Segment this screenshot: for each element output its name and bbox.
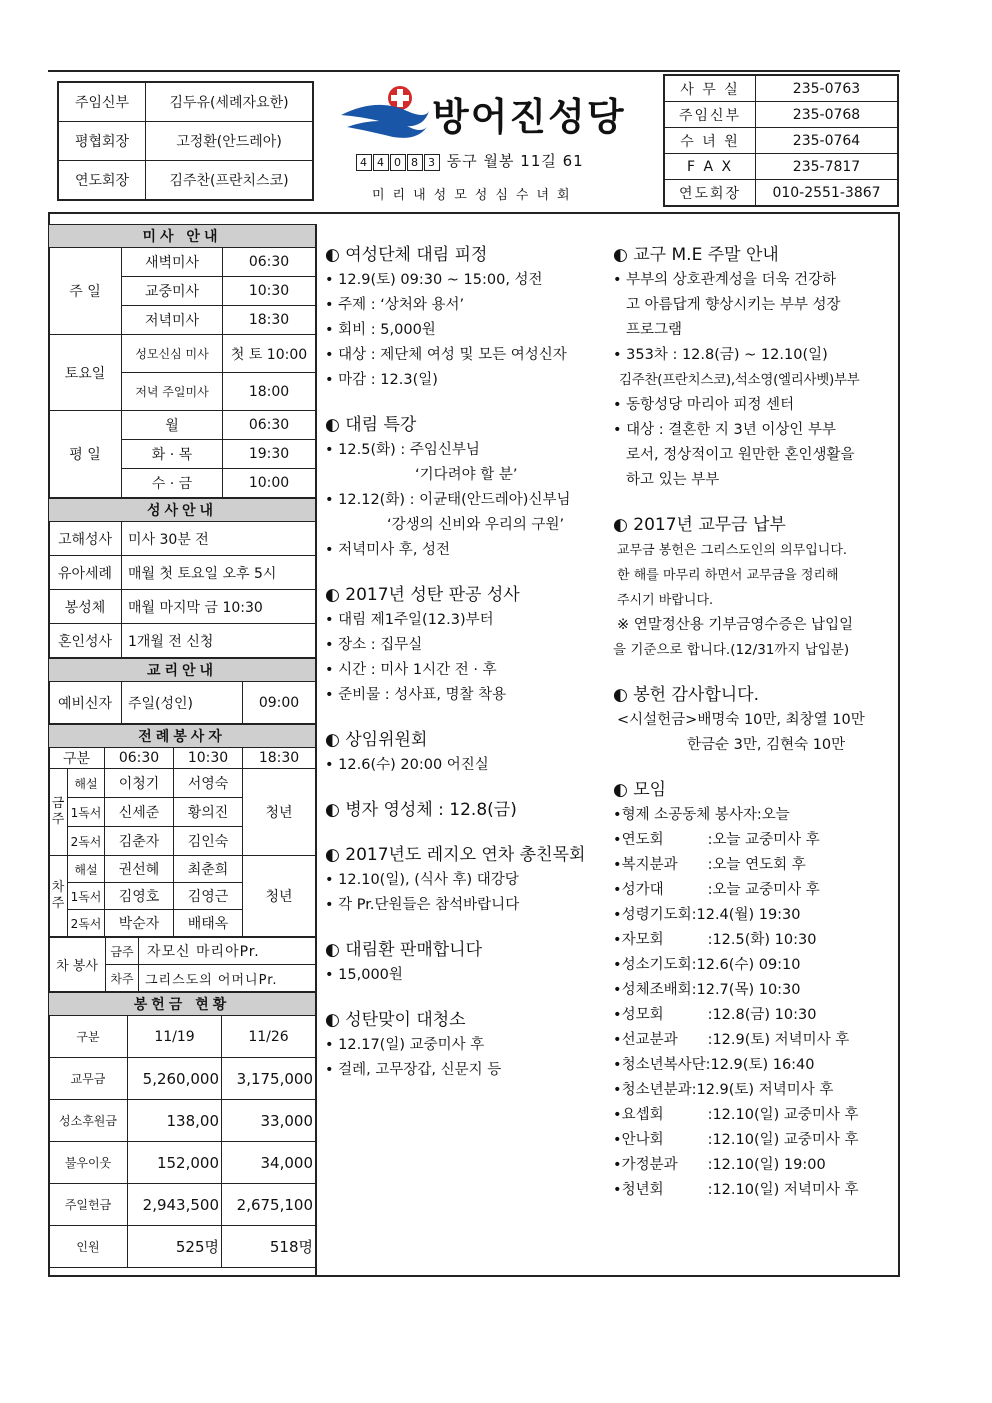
sunday-label: 주 일: [49, 248, 122, 335]
postal-digit: 0: [390, 154, 406, 171]
server-name: 황의진: [174, 798, 243, 827]
left-sidebar: [48, 224, 316, 1268]
meeting-sep: :: [707, 1132, 713, 1148]
right-column: [613, 243, 893, 1203]
postal-digit: 8: [407, 154, 423, 171]
contact-value: 235-7817: [756, 154, 899, 180]
section-heading: ◐ 성탄맞이 대청소: [325, 1010, 466, 1030]
paragraph-line: <시설헌금>배명숙 10만, 최창열 10만: [617, 712, 865, 728]
clergy-table: [57, 81, 314, 201]
meeting-sep: :: [707, 1007, 713, 1023]
list-item: • 대상 : 결혼한 지 3년 이상인 부부: [613, 422, 837, 438]
meeting-name: 청소년복사단: [621, 1057, 706, 1073]
paragraph-line: 한 해를 마무리 하면서 교무금을 정리해: [617, 568, 839, 583]
mass-name: 성모신심 미사: [122, 335, 223, 373]
offering-label: 인원: [49, 1226, 128, 1268]
meeting-item: [613, 1053, 893, 1078]
section-heading: ◐ 모임: [613, 780, 667, 800]
bullet: •: [613, 1107, 622, 1123]
paragraph-line: ※ 연말정산용 기부금영수증은 납입일: [617, 617, 854, 633]
contact-value: 235-0764: [756, 128, 899, 154]
servers-head: 10:30: [174, 748, 243, 769]
bullet: •: [613, 1132, 622, 1148]
list-item: • 장소 : 집무실: [325, 637, 423, 653]
server-name: 권선혜: [105, 856, 174, 883]
mass-day: 수 · 금: [122, 469, 223, 498]
offering-value: 34,000: [222, 1142, 316, 1184]
sacrament-value: 미사 30분 전: [122, 522, 316, 556]
list-item: • 12.6(수) 20:00 어진실: [325, 757, 489, 773]
list-item: • 12.5(화) : 주임신부님: [325, 442, 480, 458]
mass-name: 저녁 주일미사: [122, 373, 223, 411]
top-rule: [48, 70, 900, 72]
offering-value: 525명: [128, 1226, 222, 1268]
section-heading: ◐ 여성단체 대림 피정: [325, 245, 488, 265]
server-name: 서영숙: [174, 769, 243, 798]
list-item: • 회비 : 5,000원: [325, 322, 436, 338]
bullet: •: [613, 1057, 622, 1073]
mass-time: 첫 토 10:00: [223, 335, 316, 373]
offering-value: 3,175,000: [222, 1058, 316, 1100]
mass-time: 06:30: [223, 248, 316, 277]
contact-label: 연도회장: [664, 180, 756, 207]
meeting-name: 성령기도회: [621, 907, 692, 923]
meeting-sep: :: [707, 857, 713, 873]
meeting-item: [613, 1003, 893, 1028]
offering-head: 11/26: [222, 1016, 316, 1058]
mass-name: 저녁미사: [122, 306, 223, 335]
bullet: •: [613, 957, 622, 973]
list-item: • 대상 : 제단체 여성 및 모든 여성신자: [325, 347, 567, 363]
sacrament-label: 혼인성사: [49, 624, 122, 658]
server-role: 해설: [68, 769, 105, 798]
offering-value: 5,260,000: [128, 1058, 222, 1100]
server-name: 이청기: [105, 769, 174, 798]
meeting-time: 12.10(일) 교중미사 후: [712, 1132, 859, 1148]
clergy-value: 김주찬(프란치스코): [146, 161, 314, 201]
contact-label: F A X: [664, 154, 756, 180]
meeting-item: [613, 1028, 893, 1053]
weekday-label: 평 일: [49, 411, 122, 498]
list-item: • 12.17(일) 교중미사 후: [325, 1037, 485, 1053]
meeting-sep: :: [707, 1157, 713, 1173]
server-role: 2독서: [68, 827, 105, 856]
bullet: •: [613, 1032, 622, 1048]
list-item: • 12.9(토) 09:30 ~ 15:00, 성전: [325, 272, 543, 288]
meeting-item: [613, 1103, 893, 1128]
meeting-name: 요셉회: [621, 1107, 664, 1123]
mass-name: 새벽미사: [122, 248, 223, 277]
this-week-label: 금주: [49, 769, 68, 856]
meeting-sep: :: [756, 807, 762, 823]
meeting-time: 12.7(목) 10:30: [696, 982, 801, 998]
offering-head: 구분: [49, 1016, 128, 1058]
tea-label: 차 봉사: [49, 938, 106, 992]
bullet: •: [613, 1182, 622, 1198]
contact-label: 수 녀 원: [664, 128, 756, 154]
list-item: • 15,000원: [325, 967, 403, 983]
offering-value: 2,943,500: [128, 1184, 222, 1226]
mass-title: 미사 안내: [49, 225, 316, 248]
meeting-sep: :: [691, 957, 697, 973]
paragraph-line: 한금순 3만, 김현숙 10만: [687, 737, 846, 753]
server-name: 김영근: [174, 883, 243, 910]
mass-time: 18:30: [223, 306, 316, 335]
meeting-time: 12.10(일) 저녁미사 후: [712, 1182, 859, 1198]
postal-digit: 4: [356, 154, 372, 171]
section-heading: ◐ 봉헌 감사합니다.: [613, 685, 760, 705]
sacrament-value: 1개월 전 신청: [122, 624, 316, 658]
meeting-sep: :: [707, 932, 713, 948]
mass-time: 19:30: [223, 440, 316, 469]
server-name: 김춘자: [105, 827, 174, 856]
meeting-sep: :: [691, 982, 697, 998]
tea-week: 금주: [106, 938, 139, 965]
address: [356, 150, 584, 171]
meeting-name: 형제 소공동체 봉사자: [621, 807, 757, 823]
server-youth: 청년: [243, 856, 316, 937]
clergy-value: 김두유(세례자요한): [146, 82, 314, 122]
meeting-item: [613, 1128, 893, 1153]
section-heading: ◐ 2017년도 레지오 연차 총친목회: [325, 845, 586, 865]
server-role: 2독서: [68, 910, 105, 937]
meeting-time: 12.9(토) 저녁미사 후: [696, 1082, 834, 1098]
mass-day: 화 · 목: [122, 440, 223, 469]
servers-head: 구분: [49, 748, 105, 769]
meeting-name: 연도회: [621, 832, 664, 848]
bullet: •: [613, 982, 622, 998]
meeting-sep: :: [707, 832, 713, 848]
meeting-sep: :: [707, 882, 713, 898]
clergy-label: 주임신부: [58, 82, 146, 122]
list-item: • 준비물 : 성사표, 명찰 착용: [325, 687, 507, 703]
bullet: •: [613, 932, 622, 948]
meeting-time: 오늘: [761, 807, 790, 823]
meeting-time: 12.10(일) 19:00: [712, 1157, 826, 1173]
sacraments-table: [48, 498, 316, 658]
mass-time: 06:30: [223, 411, 316, 440]
meeting-item: [613, 853, 893, 878]
sacrament-value: 매월 마지막 금 10:30: [122, 590, 316, 624]
meeting-name: 성가대: [621, 882, 664, 898]
server-name: 배태옥: [174, 910, 243, 937]
section-heading: ◐ 대림환 판매합니다: [325, 940, 483, 960]
list-item: • 부부의 상호관계성을 더욱 건강하: [613, 272, 837, 288]
list-item-cont: 김주찬(프란치스코),석소영(엘리사벳)부부: [619, 372, 860, 388]
server-name: 김인숙: [174, 827, 243, 856]
list-item-cont: 하고 있는 부부: [626, 472, 720, 488]
servers-head: 18:30: [243, 748, 316, 769]
meeting-item: [613, 903, 893, 928]
meeting-time: 12.10(일) 교중미사 후: [712, 1107, 859, 1123]
offering-value: 152,000: [128, 1142, 222, 1184]
paragraph-line: 을 기준으로 합니다.(12/31까지 납입분): [613, 642, 850, 658]
meeting-name: 성소기도회: [621, 957, 692, 973]
meeting-name: 청년회: [621, 1182, 664, 1198]
meeting-item: [613, 1153, 893, 1178]
meeting-time: 오늘 연도회 후: [712, 857, 806, 873]
postal-digit: 3: [424, 154, 440, 171]
offering-label: 성소후원금: [49, 1100, 128, 1142]
offering-title: 봉헌금 현황: [49, 993, 316, 1016]
list-item-sub: ‘기다려야 할 분’: [415, 467, 518, 483]
tea-group: 자모신 마리아Pr.: [139, 938, 316, 965]
doctrine-table: [48, 658, 316, 724]
server-name: 김영호: [105, 883, 174, 910]
list-item: • 저녁미사 후, 성전: [325, 542, 451, 558]
meeting-name: 선교분과: [621, 1032, 678, 1048]
meeting-item: [613, 1078, 893, 1103]
meeting-sep: :: [707, 1032, 713, 1048]
server-name: 박순자: [105, 910, 174, 937]
doctrine-time: 09:00: [243, 682, 316, 724]
mass-time: 18:00: [223, 373, 316, 411]
meeting-item: [613, 878, 893, 903]
section-heading: ◐ 교구 M.E 주말 안내: [613, 245, 779, 265]
mass-time: 10:30: [223, 277, 316, 306]
meeting-name: 가정분과: [621, 1157, 678, 1173]
offering-label: 불우이웃: [49, 1142, 128, 1184]
bullet: •: [613, 832, 622, 848]
church-name: 방어진성당: [432, 95, 626, 139]
tea-service-table: [48, 937, 316, 992]
server-role: 1독서: [68, 798, 105, 827]
list-item-cont: 고 아름답게 향상시키는 부부 성장: [626, 297, 841, 313]
meeting-time: 12.4(월) 19:30: [696, 907, 801, 923]
server-role: 1독서: [68, 883, 105, 910]
meeting-time: 오늘 교중미사 후: [712, 882, 820, 898]
bullet: •: [613, 1157, 622, 1173]
mass-time: 10:00: [223, 469, 316, 498]
next-week-label: 차주: [49, 856, 68, 937]
doctrine-label: 예비신자: [49, 682, 122, 724]
address-text: 동구 월봉 11길 61: [446, 152, 584, 170]
meeting-item: [613, 828, 893, 853]
sacrament-label: 봉성체: [49, 590, 122, 624]
doctrine-day: 주일(성인): [122, 682, 243, 724]
offering-value: 518명: [222, 1226, 316, 1268]
meeting-name: 성체조배회: [621, 982, 692, 998]
tea-group: 그리스도의 어머니Pr.: [139, 965, 316, 992]
meeting-name: 안나회: [621, 1132, 664, 1148]
bullet: •: [613, 907, 622, 923]
paragraph-line: 주시기 바랍니다.: [617, 593, 714, 608]
meeting-list: [613, 803, 893, 1203]
sacrament-label: 유아세례: [49, 556, 122, 590]
meeting-time: 12.6(수) 09:10: [696, 957, 801, 973]
paragraph-line: 교무금 봉헌은 그리스도인의 의무입니다.: [617, 543, 848, 558]
meeting-item: [613, 928, 893, 953]
bullet: •: [613, 1007, 622, 1023]
meeting-item: [613, 803, 893, 828]
contact-label: 사 무 실: [664, 75, 756, 102]
servers-title: 전례봉사자: [49, 725, 316, 748]
bullet: •: [613, 807, 622, 823]
meeting-item: [613, 978, 893, 1003]
sacrament-label: 고해성사: [49, 522, 122, 556]
offering-value: 138,00: [128, 1100, 222, 1142]
servers-head: 06:30: [105, 748, 174, 769]
postal-digit: 4: [373, 154, 389, 171]
meeting-name: 성모회: [621, 1007, 664, 1023]
mass-name: 교중미사: [122, 277, 223, 306]
doctrine-title: 교리안내: [49, 659, 316, 682]
servers-table: [48, 724, 316, 937]
server-name: 최춘희: [174, 856, 243, 883]
meeting-sep: :: [707, 1107, 713, 1123]
offering-label: 교무금: [49, 1058, 128, 1100]
contact-value: 010-2551-3867: [756, 180, 899, 207]
server-role: 해설: [68, 856, 105, 883]
meeting-sep: :: [707, 1182, 713, 1198]
list-item: • 주제 : ‘상처와 용서’: [325, 297, 465, 313]
list-item-sub: ‘강생의 신비와 우리의 구원’: [387, 517, 565, 533]
list-item: • 걸레, 고무장갑, 신문지 등: [325, 1062, 502, 1078]
meeting-name: 복지분과: [621, 857, 678, 873]
meeting-time: 오늘 교중미사 후: [712, 832, 820, 848]
list-item-cont: 프로그램: [626, 322, 683, 338]
contact-label: 주임신부: [664, 102, 756, 128]
middle-column: [325, 243, 605, 1083]
sisters-order: 미리내성모성심수녀회: [372, 188, 578, 203]
saturday-label: 토요일: [49, 335, 122, 411]
meeting-sep: :: [705, 1057, 711, 1073]
meeting-item: [613, 953, 893, 978]
section-heading: ◐ 상임위원회: [325, 730, 428, 750]
meeting-item: [613, 1178, 893, 1203]
bullet: •: [613, 882, 622, 898]
section-heading: ◐ 2017년 성탄 판공 성사: [325, 585, 520, 605]
list-item: • 시간 : 미사 1시간 전 · 후: [325, 662, 497, 678]
list-item: • 동항성당 마리아 피정 센터: [613, 397, 795, 413]
contact-value: 235-0763: [756, 75, 899, 102]
list-item: • 12.12(화) : 이균태(안드레아)신부님: [325, 492, 571, 508]
clergy-label: 평협회장: [58, 122, 146, 161]
offering-table: [48, 992, 316, 1268]
sacrament-value: 매월 첫 토요일 오후 5시: [122, 556, 316, 590]
bullet: •: [613, 857, 622, 873]
contact-value: 235-0768: [756, 102, 899, 128]
meeting-time: 12.5(화) 10:30: [712, 932, 817, 948]
list-item-cont: 로서, 정상적이고 원만한 혼인생활을: [626, 447, 855, 463]
offering-label: 주일헌금: [49, 1184, 128, 1226]
list-item: • 마감 : 12.3(일): [325, 372, 438, 388]
meeting-time: 12.9(토) 저녁미사 후: [712, 1032, 850, 1048]
offering-value: 33,000: [222, 1100, 316, 1142]
mass-table: [48, 224, 316, 498]
list-item: • 353차 : 12.8(금) ~ 12.10(일): [613, 347, 828, 363]
bullet: •: [613, 1082, 622, 1098]
meeting-name: 청소년분과:: [621, 1082, 697, 1098]
server-name: 신세준: [105, 798, 174, 827]
server-youth: 청년: [243, 769, 316, 856]
section-heading: ◐ 대림 특강: [325, 415, 417, 435]
sacraments-title: 성사안내: [49, 499, 316, 522]
meeting-time: 12.9(토) 16:40: [710, 1057, 815, 1073]
meeting-time: 12.8(금) 10:30: [712, 1007, 817, 1023]
section-heading: ◐ 2017년 교무금 납부: [613, 515, 786, 535]
section-heading: ◐ 병자 영성체 : 12.8(금): [325, 800, 517, 820]
clergy-value: 고정환(안드레아): [146, 122, 314, 161]
offering-head: 11/19: [128, 1016, 222, 1058]
meeting-sep: :: [691, 907, 697, 923]
mass-day: 월: [122, 411, 223, 440]
offering-value: 2,675,100: [222, 1184, 316, 1226]
list-item: • 대림 제1주일(12.3)부터: [325, 612, 494, 628]
list-item: • 12.10(일), (식사 후) 대강당: [325, 872, 519, 888]
tea-week: 차주: [106, 965, 139, 992]
clergy-label: 연도회장: [58, 161, 146, 201]
contact-table: [663, 74, 899, 207]
list-item: • 각 Pr.단원들은 참석바랍니다: [325, 897, 520, 913]
meeting-name: 자모회: [621, 932, 664, 948]
